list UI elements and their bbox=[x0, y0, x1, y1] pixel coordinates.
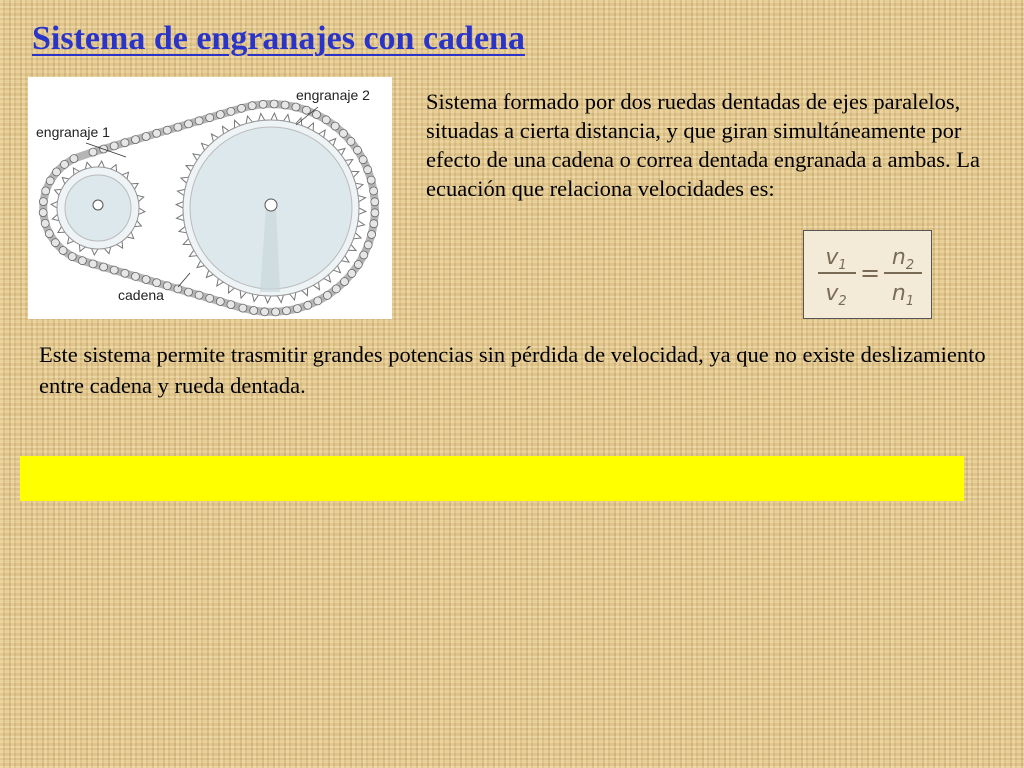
label-gear2: engranaje 2 bbox=[296, 87, 370, 103]
formula-n1-sub: 1 bbox=[905, 294, 915, 309]
formula-equals: = bbox=[859, 259, 881, 287]
formula-v2-sub: 2 bbox=[838, 294, 847, 309]
yellow-highlight-bar bbox=[20, 456, 964, 501]
formula-v1-sub: 1 bbox=[838, 258, 847, 273]
formula-n1: n bbox=[891, 281, 906, 306]
svg-text:v2 bbox=[825, 281, 846, 309]
description-text: Sistema formado por dos ruedas dentadas de ejes paralelos, situadas a cierta distancia, y que giran simultáneamente por efecto de una cadena o correa dentada engranada a ambas. La ecuación que relaciona velocidades es: bbox=[426, 89, 981, 201]
label-chain: cadena bbox=[118, 287, 164, 303]
svg-text:n2 bbox=[892, 245, 914, 273]
formula-v1: v bbox=[825, 245, 839, 270]
small-gear bbox=[51, 161, 145, 255]
formula-n2: n bbox=[891, 245, 906, 270]
svg-text:v1 bbox=[825, 245, 846, 273]
label-gear1: engranaje 1 bbox=[36, 124, 110, 140]
second-paragraph: Este sistema permite trasmitir grandes potencias sin pérdida de velocidad, ya que no existe deslizamiento entre cadena y rueda dentada. bbox=[39, 342, 986, 398]
page-title: Sistema de engranajes con cadena bbox=[32, 20, 525, 57]
gear-chain-diagram bbox=[28, 77, 392, 319]
formula-v2: v bbox=[825, 281, 839, 306]
formula-n2-sub: 2 bbox=[905, 258, 915, 273]
velocity-formula bbox=[803, 230, 932, 319]
leader-line-chain bbox=[178, 273, 190, 287]
svg-text:n1 bbox=[892, 281, 914, 309]
large-gear bbox=[176, 113, 366, 303]
